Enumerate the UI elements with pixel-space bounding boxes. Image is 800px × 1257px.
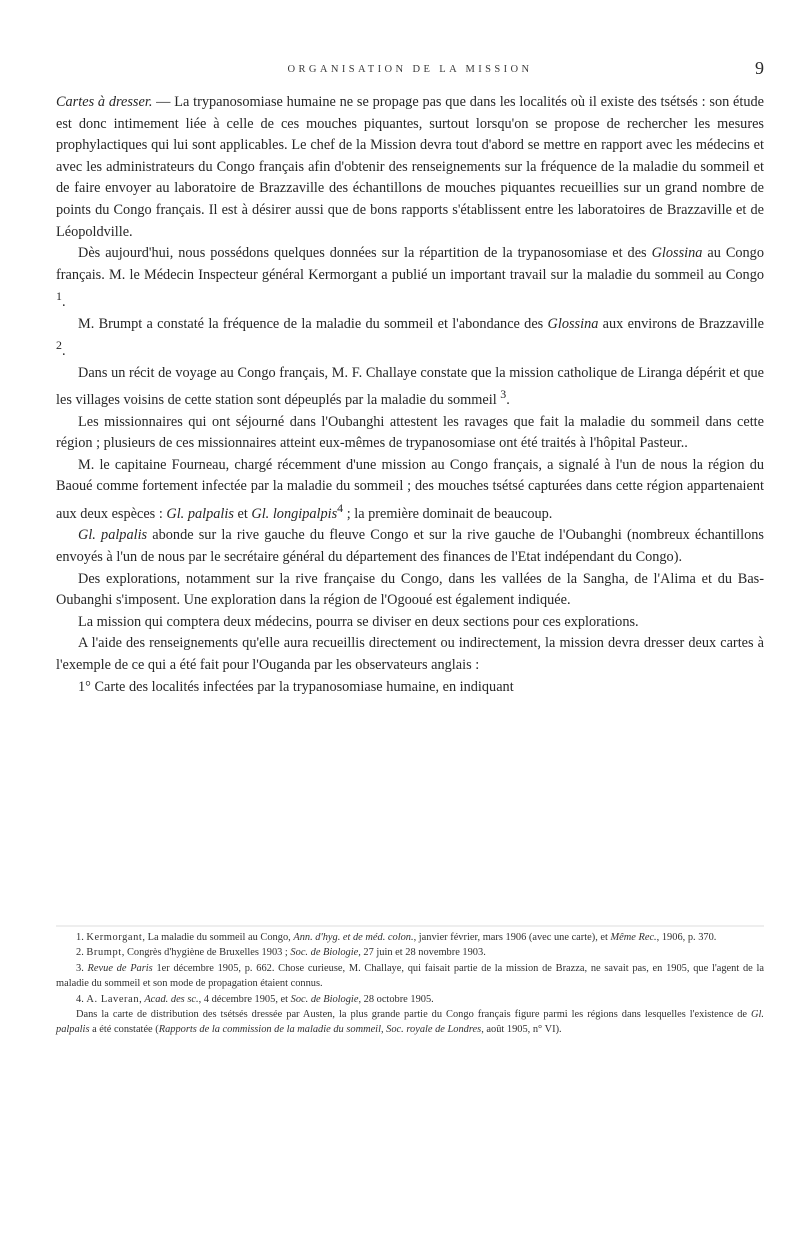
taxon-name: Gl. palpalis	[166, 505, 234, 522]
paragraph-missionnaires: Les missionnaires qui ont séjourné dans l'Oubanghi attestent les ravages que fait la maladie du sommeil dans cette région ; plusieurs de ces missionnaires atteint eux-mêmes de trypanosomiase ont été traités à l'hôpital Pasteur..	[56, 413, 764, 452]
paragraph-carte-1: 1° Carte des localités infectées par la trypanosomiase humaine, en indiquant	[78, 678, 514, 695]
footnote-ref: 3	[500, 387, 507, 402]
footnote-2: 2. Brumpt, Congrès d'hygiène de Bruxelles 1903 ; Soc. de Biologie, 27 juin et 28 novembre 1903.	[76, 947, 486, 959]
footnote-author: Kermorgant	[86, 932, 143, 943]
paragraph-palpalis: Gl. palpalis abonde sur la rive gauche du fleuve Congo et sur la rive gauche de l'Oubanghi (nombreux échantillons envoyés à l'un de nous par le secrétaire général du département des finances de l'Etat indépendant du Congo).	[56, 527, 764, 565]
footnote-1: 1. Kermorgant, La maladie du sommeil au Congo, Ann. d'hyg. et de méd. colon., janvier février, mars 1906 (avec une carte), et Même Rec., 1906, p. 370.	[76, 932, 717, 943]
footnote-4-continued: Dans la carte de distribution des tsétsés dressée par Austen, la plus grande partie du Congo français figure parmi les régions dans lesquelles l'existence de Gl. palpalis a été constatée (Rapports de la commission de la maladie du sommeil, Soc. royale de Londres, août 1905, n° VI).	[56, 1009, 764, 1036]
paragraph-challaye: Dans un récit de voyage au Congo français, M. F. Challaye constate que la mission catholique de Liranga dépérit et que les villages voisins de cette station sont dépeuplés par la maladie du sommeil $^3$.	[56, 364, 764, 409]
footnote-ref: 1	[56, 289, 62, 304]
running-head: ORGANISATION DE LA MISSION	[287, 64, 533, 75]
page-header	[56, 60, 764, 84]
paragraph-sections: La mission qui comptera deux médecins, pourra se diviser en deux sections pour ces explorations.	[78, 613, 639, 630]
footnote-4: 4. A. Laveran, Acad. des sc., 4 décembre 1905, et Soc. de Biologie, 28 octobre 1905.	[76, 993, 434, 1005]
taxon-name: Gl. longipalpis	[251, 505, 338, 522]
footnote-author: Brumpt	[86, 947, 122, 959]
footnote-author: A. Laveran	[86, 993, 140, 1005]
taxon-name: Glossina	[547, 315, 599, 332]
page-number: 9	[755, 58, 764, 78]
footnote-3: 3. Revue de Paris 1er décembre 1905, p. 662. Chose curieuse, M. Challaye, qui faisait partie de la mission de Brazza, ne savait pas, en 1905, que l'agent de la maladie du sommeil et son mode de propagation étaient connus.	[56, 962, 765, 990]
paragraph-explorations: Des explorations, notamment sur la rive française du Congo, dans les vallées de la Sangha, de l'Alima et du Bas-Oubanghi s'imposent. Une exploration dans la région de l'Ogooué est également indiquée.	[56, 570, 764, 609]
taxon-name: Glossina	[651, 245, 703, 262]
paragraph-brumpt: M. Brumpt a constaté la fréquence de la maladie du sommeil et l'abondance des Glossina aux environs de Brazzaville $^2$.	[56, 315, 764, 360]
footnote-ref: 2	[56, 338, 62, 353]
paragraph-renseignements: A l'aide des renseignements qu'elle aura recueillis directement ou indirectement, la mission devra dresser deux cartes à l'exemple de ce qui a été fait pour l'Ouganda par les observateurs anglais :	[56, 635, 764, 673]
footnote-divider	[56, 925, 764, 927]
taxon-name: Gl. palpalis	[78, 527, 148, 544]
main-text	[56, 92, 764, 698]
footnotes	[56, 930, 764, 1038]
section-lead: Cartes à dresser.	[56, 94, 153, 110]
paragraph-cartes: Cartes à dresser. — La trypanosomiase humaine ne se propage pas que dans les localités où il existe des tsétsés : son étude est donc intimement liée à celle de ces mouches piquantes, surtout lorsqu'on se propose de rechercher les mesures prophylactiques qui lui sont applicables. Le chef de la Mission devra tout d'abord se mettre en rapport avec les médecins et avec les administrateurs du Congo français afin d'obtenir des renseignements sur la fréquence de la maladie du sommeil et de faire envoyer au laboratoire de Brazzaville des échantillons de mouches piquantes recueillies sur un grand nombre de points du Congo français. Il est à désirer aussi que de bons rapports s'établissent entre les laboratoires de Brazzaville et de Léopoldville.	[56, 94, 765, 240]
paragraph-fourneau: M. le capitaine Fourneau, chargé récemment d'une mission au Congo français, a signalé à l'un de nous la région du Baoué comme fortement infectée par la maladie du sommeil ; des mouches tsétsé capturées dans cette région appartenaient aux deux espèces : Gl. palpalis et Gl. longipalpis$^4$ ; la première dominait de beaucoup.	[56, 456, 764, 522]
footnote-ref: 4	[337, 500, 344, 515]
paragraph-repartition: Dès aujourd'hui, nous possédons quelques données sur la répartition de la trypanosomiase et des Glossina au Congo français. M. le Médecin Inspecteur général Kermorgant a publié un important travail sur la maladie du sommeil au Congo $^1$.	[56, 245, 764, 311]
